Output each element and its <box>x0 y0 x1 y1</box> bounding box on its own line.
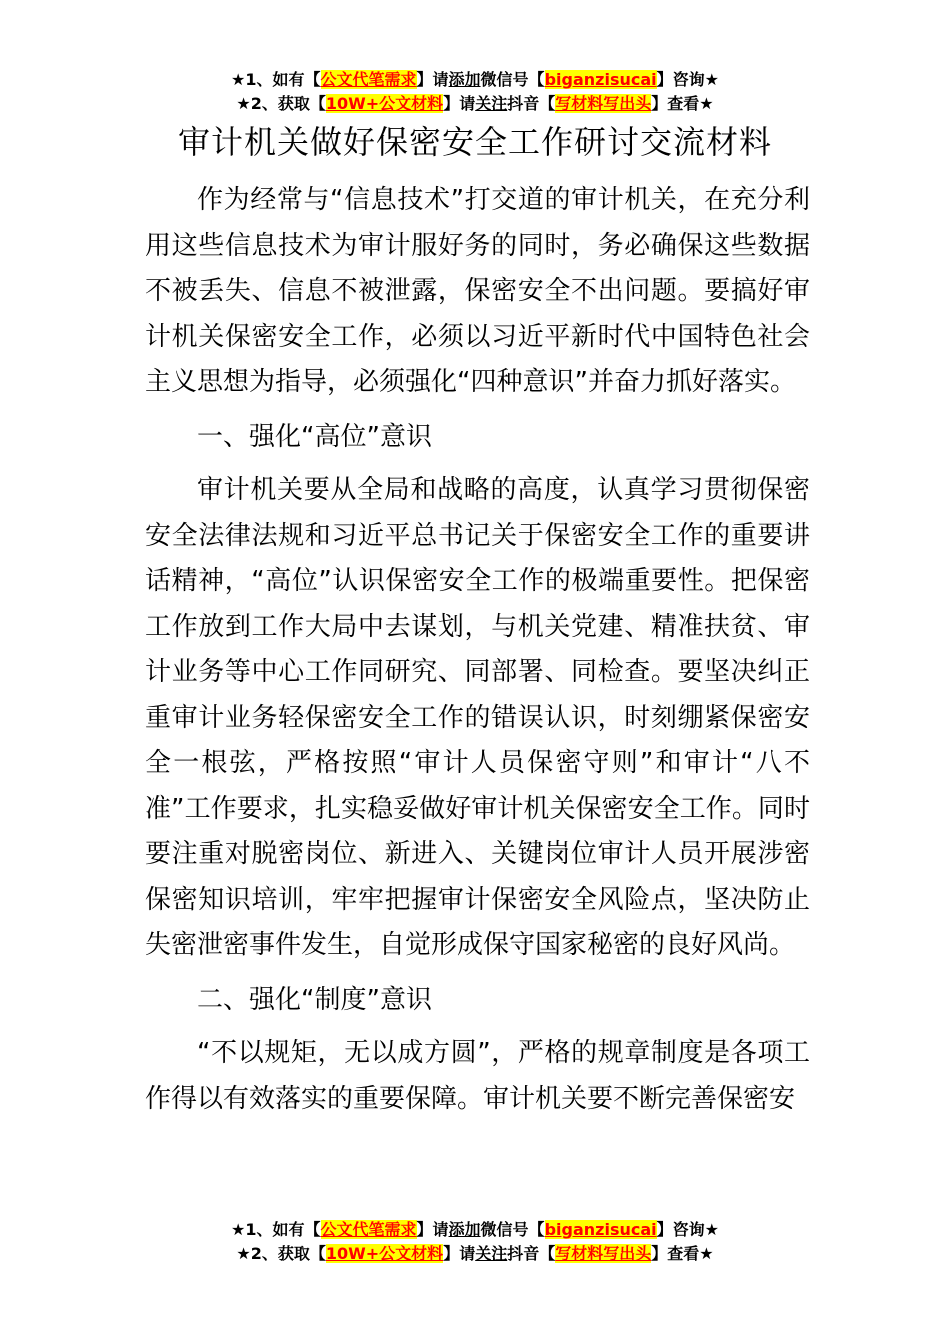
banner-underline: 添加 <box>448 70 481 89</box>
banner-line-2 <box>0 92 950 116</box>
banner-text: 】咨询★ <box>656 1220 719 1239</box>
banner-text: 】请 <box>443 94 476 113</box>
document-body <box>145 178 810 1131</box>
banner-highlight: biganzisucai <box>544 70 657 89</box>
banner-highlight: 10W+公文材料 <box>325 94 444 113</box>
banner-text: ★1、如有【 <box>231 1220 321 1239</box>
banner-underline: 添加 <box>448 1220 481 1239</box>
footer-banner <box>0 1218 950 1266</box>
banner-underline: 关注 <box>475 94 508 113</box>
section-heading: 一、强化“高位”意识 <box>197 421 432 452</box>
banner-text: 微信号【 <box>480 1220 545 1239</box>
banner-text: 微信号【 <box>480 70 545 89</box>
header-banner <box>0 68 950 116</box>
banner-text: 】查看★ <box>651 94 714 113</box>
banner-underline: 关注 <box>475 1244 508 1263</box>
section-heading: 二、强化“制度”意识 <box>197 984 432 1015</box>
banner-text: 抖音【 <box>507 94 556 113</box>
document-title: 审计机关做好保密安全工作研讨交流材料 <box>177 123 772 161</box>
banner-text: 】咨询★ <box>656 70 719 89</box>
body-paragraph: 审计机关要从全局和战略的高度，认真学习贯彻保密安全法律法规和习近平总书记关于保密安全工作的重要讲话精神，“高位”认识保密安全工作的极端重要性。把保密工作放到工作大局中去谋划，与机关党建、精准扶贫、审计业务等中心工作同研究、同部署、同检查。要坚决纠正重审计业务轻保密安全工作的错误认识，时刻绷紧保密安全一根弦，严格按照“审计人员保密守则”和审计“八不准”工作要求，扎实稳妥做好审计机关保密安全工作。同时要注重对脱密岗位、新进入、关键岗位审计人员开展涉密保密知识培训，牢牢把握审计保密安全风险点，坚决防止失密泄密事件发生，自觉形成保守国家秘密的良好风尚。 <box>145 475 810 960</box>
banner-highlight: 公文代笔需求 <box>320 1220 417 1239</box>
banner-highlight: 写材料写出头 <box>555 1244 652 1263</box>
banner-text: ★2、获取【 <box>236 94 326 113</box>
banner-line-1 <box>0 1218 950 1242</box>
banner-line-1 <box>0 68 950 92</box>
banner-highlight: biganzisucai <box>544 1220 657 1239</box>
banner-text: 】请 <box>416 70 449 89</box>
banner-text: 】请 <box>443 1244 476 1263</box>
banner-text: ★1、如有【 <box>231 70 321 89</box>
banner-text: 】查看★ <box>651 1244 714 1263</box>
body-paragraph: 作为经常与“信息技术”打交道的审计机关，在充分利用这些信息技术为审计服好务的同时，务必确保这些数据不被丢失、信息不被泄露，保密安全不出问题。要搞好审计机关保密安全工作，必须以习近平新时代中国特色社会主义思想为指导，必须强化“四种意识”并奋力抓好落实。 <box>145 185 810 397</box>
banner-highlight: 10W+公文材料 <box>325 1244 444 1263</box>
banner-text: 抖音【 <box>507 1244 556 1263</box>
banner-line-2 <box>0 1242 950 1266</box>
banner-text: 】请 <box>416 1220 449 1239</box>
banner-text: ★2、获取【 <box>236 1244 326 1263</box>
banner-highlight: 写材料写出头 <box>555 94 652 113</box>
banner-highlight: 公文代笔需求 <box>320 70 417 89</box>
body-paragraph: “不以规矩，无以成方圆”，严格的规章制度是各项工作得以有效落实的重要保障。审计机关要不断完善保密安 <box>145 1038 810 1114</box>
